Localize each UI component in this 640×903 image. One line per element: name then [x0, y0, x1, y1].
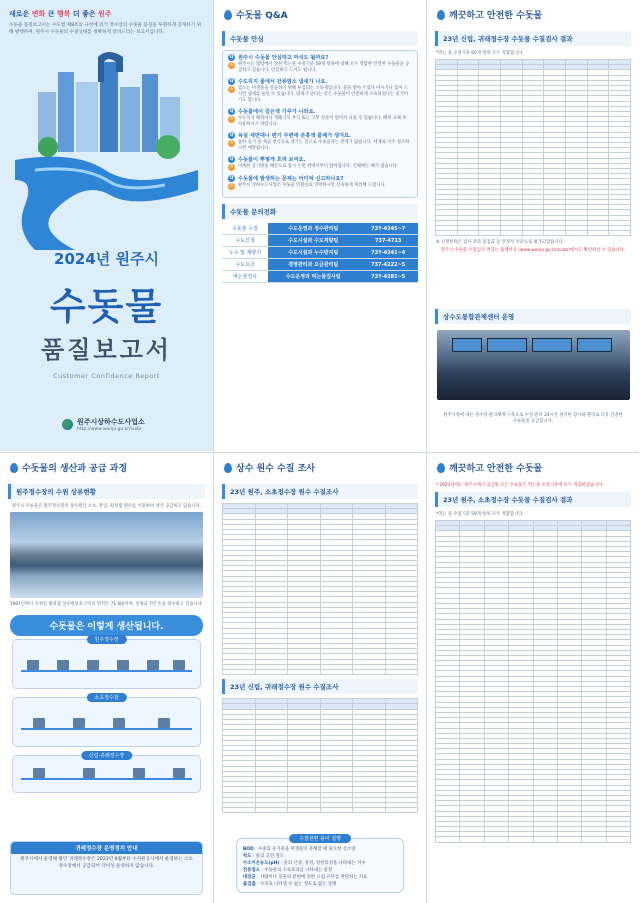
answer-icon: A [229, 117, 234, 123]
process-stage: 소초정수장 [12, 697, 201, 747]
production-subtitle: 원주정수장의 수원 상류현황 [8, 484, 205, 499]
cover-intro-text: 수돗물 품질보고서는 수도법 제8조의 규정에 의거 정수장의 수돗물 품질을 투명하게 공개하기 위해 발행하며, 원주시 수돗물의 수질상태를 정확하게 알려드리는 보고서입니다. [9, 23, 202, 35]
qa-item: Q 수돗물에 발생하는 문제는 어디에 신고하나요? A 원주시 상하수도사업소 수돗물 민원실로 연락하시면 신속하게 처리해 드립니다. [229, 176, 386, 190]
contact-title: 수돗물 문의전화 [222, 204, 418, 219]
safe-water-panel-2 [426, 452, 639, 903]
production-title: 수돗물의 생산과 공급 과정 [0, 453, 213, 480]
raw-water-table-1 [222, 503, 418, 675]
table-row [223, 808, 418, 813]
raw-subtitle-1: 23년 원주, 소초정수장 원수 수질조사 [222, 484, 418, 499]
water-drop-icon [10, 463, 18, 473]
qa-item: Q 원주시 수돗물 안심하고 마셔도 될까요? A 원주시는 법령에서 정한 먹는물 수질기준 59개 항목에 대해 모두 적합한 안전한 수돗물을 공급하고 있습니다. 안심하고 드셔도 됩니다. [229, 55, 410, 74]
term-item: 탁도 : 물의 흐린 정도 [243, 854, 285, 860]
term-item: 수소이온농도(pH) : 물의 산성, 중성, 알칼리성을 나타내는 지수 [243, 861, 366, 867]
term-item: BOD : 수중의 유기물을 미생물이 분해할 때 필요한 산소량 [243, 847, 356, 852]
process-stage: 신림·귀래정수장 [12, 755, 201, 793]
control-center-photo [437, 330, 630, 400]
lake-photo [10, 512, 203, 598]
qa-subtitle: 수돗물 안심 [222, 31, 418, 46]
contact-table [222, 223, 418, 283]
answer-icon: A [229, 184, 234, 190]
table-row: 먹는물검사 수도운영과 먹는물검사팀 737-4281~5 [222, 271, 418, 283]
table-row: 수도신청 수도시설과 수도계량팀 737-4713 [222, 235, 418, 247]
answer-icon: A [229, 87, 234, 93]
qa-item: Q 수돗물이 뿌옇게 흐려 보여요. A 미세한 공기방울 때문으로 잠시 두면 위에서부터 맑아집니다. 인체에는 해가 없습니다. [229, 157, 399, 171]
safe-water-panel-1 [426, 0, 639, 451]
raw-subtitle-2: 23년 신림, 귀래정수장 원수 수질조사 [222, 679, 418, 694]
safe-note-3: *먹는 물 수질기준 59개 항목 모두 적합합니다. [436, 512, 524, 517]
water-drop-icon [437, 463, 445, 473]
table-row: 수돗물 수질 수도운영과 정수관리팀 737-4245~7 [222, 223, 418, 235]
safe-note-1: *먹는 물 수질기준 60개 항목 모두 적합합니다. [436, 51, 524, 56]
process-stage: 원주정수장 [12, 639, 201, 689]
table-row: 누수 및 계량기 수도시설과 누수방지팀 737-4241~4 [222, 247, 418, 259]
cover-main-title: 수돗물 [49, 285, 164, 328]
question-icon: Q [229, 133, 234, 139]
report-year-title: 2024년 원주시 [54, 250, 159, 268]
table-row [436, 231, 631, 236]
question-icon: Q [229, 79, 234, 85]
answer-icon: A [229, 63, 234, 68]
qa-title: 수돗물 Q&A [214, 0, 426, 27]
question-icon: Q [229, 55, 234, 60]
safe-subtitle-2: 23년 원주, 소초정수장 수돗물 수질검사 결과 [435, 492, 631, 507]
cover-sub-title: 품질보고서 [41, 336, 172, 364]
organization-url[interactable]: http://www.wonju.go.kr/sudo [77, 427, 142, 432]
cover-panel [0, 0, 213, 451]
question-icon: Q [229, 109, 234, 115]
term-item: 불검출 : 수치로 나타낼 수 없는 정도로 없는 상태 [243, 882, 337, 888]
term-item: 잔류염소 : 수돗물의 소독효과를 나타내는 물질 [243, 868, 333, 874]
safe-subtitle-1: 23년 신림, 귀래정수장 수돗물 수질검사 결과 [435, 31, 631, 46]
qa-item: Q 수돗물에서 검은색 가루가 나와요. A 수도꼭지 패킹이나 개폐기의 부식 또는 고무 성분이 떨어져 나올 수 있습니다. 패킹 교체 후 사용하시기 바랍니다. [229, 109, 407, 128]
raw-water-table-2 [222, 698, 418, 813]
raw-title: 상수 원수 수질 조사 [214, 453, 426, 480]
slogan: 새로운 변화 큰 행복 더 좋은 원주 [9, 10, 112, 18]
organization-name: 원주시상하수도사업소 [77, 418, 145, 426]
safe-title-2: 깨끗하고 안전한 수돗물 [427, 453, 639, 480]
water-quality-table [435, 59, 631, 236]
qa-list [222, 50, 418, 198]
wonju-logo-icon [62, 419, 73, 430]
tap-water-table [435, 520, 631, 843]
table-row: 수도요금 경영관리과 요금관리팀 737-4222~5 [222, 259, 418, 271]
answer-icon: A [229, 165, 234, 171]
control-center-title: 상수도통합관제센터 운영 [435, 309, 631, 324]
process-title: 수돗물은 이렇게 생산됩니다. [10, 615, 203, 636]
safe-intro-2: * 2023년에도 원주시에서 공급한 모든 수돗물은 먹는물 수질기준에 모두 적합하였습니다. [436, 483, 604, 488]
safe-title-1: 깨끗하고 안전한 수돗물 [427, 0, 639, 27]
water-drop-icon [437, 10, 445, 20]
qa-panel [213, 0, 426, 451]
term-item: 대장균 : 사람이나 동물의 분변에 의한 오염 유무를 판단하는 지표 [243, 875, 368, 881]
guiraе-notice: 귀래정수장 운영정지 안내 원주시에서 운영해 왔던 귀래정수장은 2023년 9월부터 수자원공사에서 운영하는 소초정수장에서 공급되어 더이상 운영하지 않습니다. [10, 841, 203, 895]
raw-water-panel [213, 452, 426, 903]
water-drop-icon [224, 463, 232, 473]
answer-icon: A [229, 141, 234, 147]
table-row [223, 670, 418, 675]
river-illustration [15, 150, 198, 250]
city-skyline-illustration [28, 52, 188, 162]
production-panel [0, 452, 213, 903]
lake-caption: 1987년부터 지정된 횡성댐 상수원보호구역의 면적은 71.6㎢이며, 일평균 7만 톤을 취수하고 있습니다. [9, 602, 204, 607]
terms-box: 수질관련 용어 설명 BOD : 수중의 유기물을 미생물이 분해할 때 필요한 산소량 탁도 : 물의 흐린 정도 수소이온농도(pH) : 물의 산성, 중성, 알칼리성을 나타내는 지수 잔류염소 : 수돗물의 소독효과를 나타내는 물질 대장균 : 사람이나 동물의 분변에 의한 오염 유무를 판단하는 지표 불검출 : 수치로 나타낼 수 없는 정도로 없는 상태 [236, 838, 404, 893]
cover-intro [9, 9, 204, 36]
table-row [436, 837, 631, 842]
question-icon: Q [229, 176, 234, 182]
production-desc: 원주시 수돗물은 원주정수장의 상수원인 소초, 흥업, 횡성댐 원수를 이용하여 생산 공급하고 있습니다. [11, 504, 202, 509]
qa-item: Q 욕실 세면대나 변기 주변에 분홍색 물때가 생겨요. A 습한 공기 중 세균 번식으로 생기는 것으로 수돗물과는 관계가 없습니다. 세제로 자주 청소하시면 예방됩니다. [229, 133, 410, 152]
homepage-notice: 원주시 수돗물 수질검사 결과는 홈페이지 (www.wonju.go.kr/sudo)에서도 확인하실 수 있습니다. [440, 248, 626, 254]
organization [62, 417, 145, 432]
question-icon: Q [229, 157, 234, 163]
cover-english-title: Customer Confidence Report [53, 372, 160, 380]
control-center-desc: 원주시정에 따른 정수장 관리체계 구축으로 수질 관리 24시간 철저한 감시와 관리로 더욱 안전한 수돗물을 공급합니다. [443, 413, 623, 424]
water-drop-icon [224, 10, 232, 20]
qa-item: Q 수도꼭지 물에서 잔류염소 냄새가 나요. A 염소는 미생물을 살균하기 위해 투입되는 소독제입니다. 물을 받아 두었다 마시거나 끓여 드시면 냄새를 줄일 수 있습니다. 냄새가 난다는 것은 수돗물이 안전하게 소독되었다는 증거이기도 합니다. [229, 79, 408, 104]
safe-note-2: ※ 지정항목은 검사 결과 불검출 등 안정적 수준으로 평가되었습니다. [436, 240, 564, 246]
